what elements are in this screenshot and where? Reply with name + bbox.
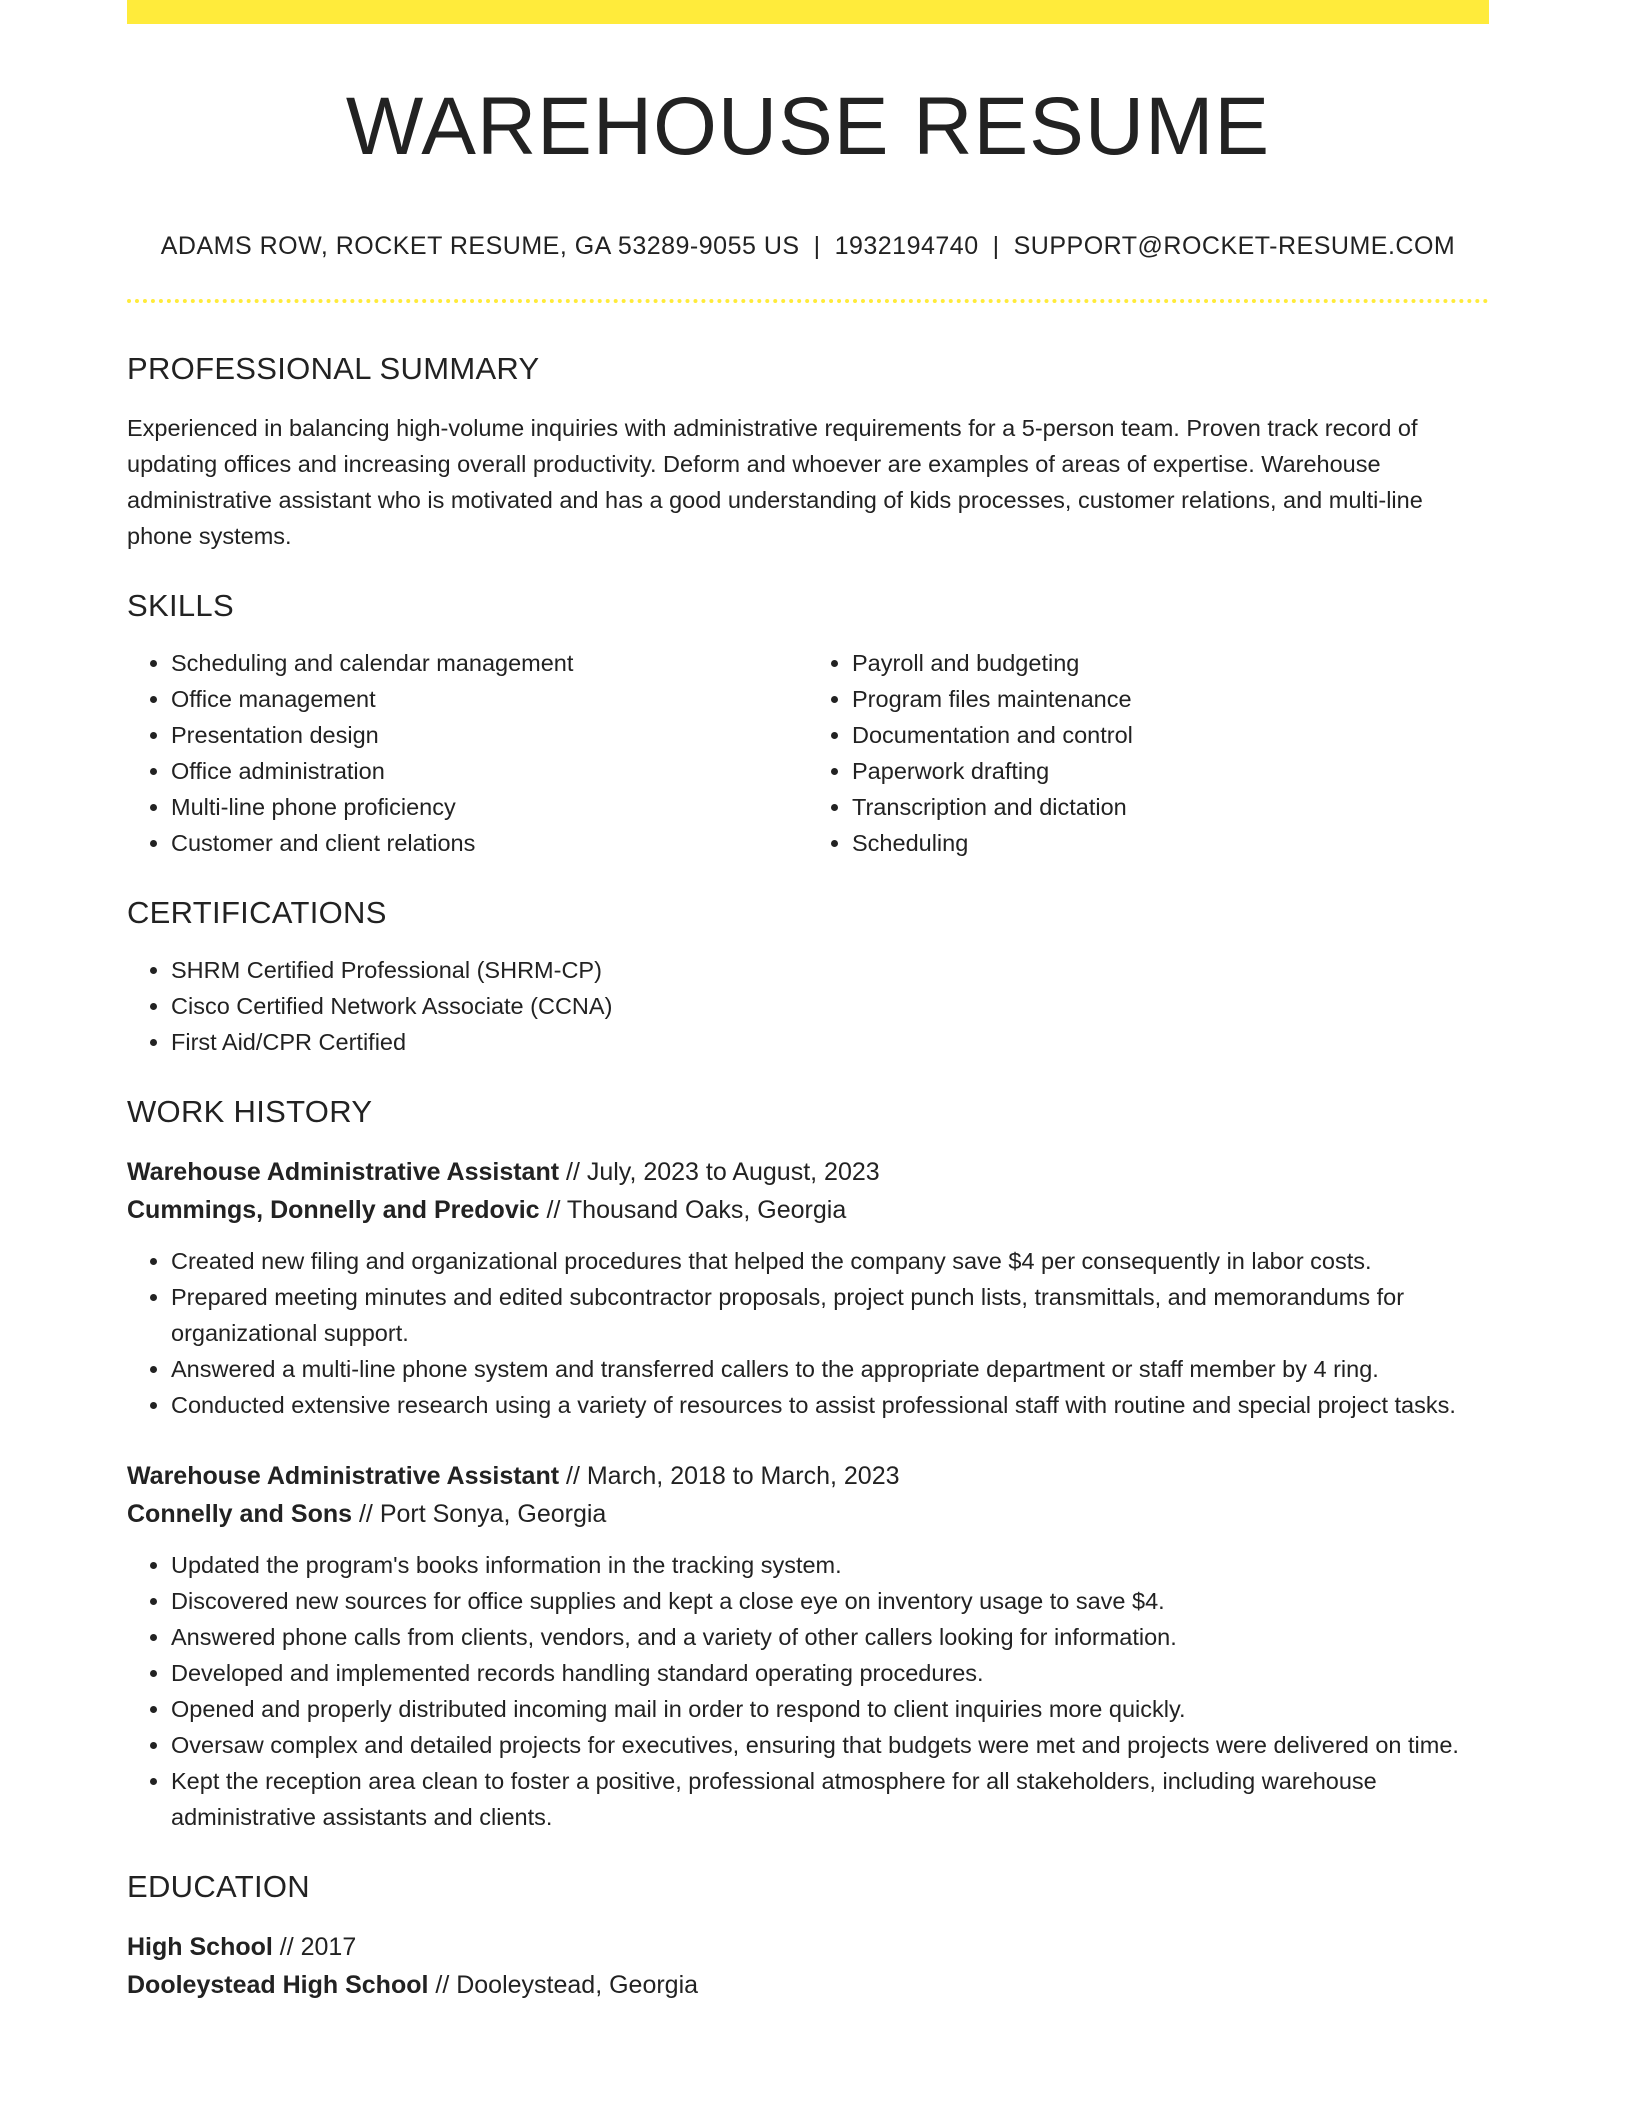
skill-item: • Office management — [171, 681, 808, 717]
job-dates: // March, 2018 to March, 2023 — [559, 1462, 900, 1490]
skill-item: • Program files maintenance — [852, 681, 1489, 717]
skill-item: • Office administration — [171, 753, 808, 789]
skill-item: • Transcription and dictation — [852, 789, 1489, 825]
certification-item: • Cisco Certified Network Associate (CCNA) — [171, 988, 1489, 1024]
contact-line — [127, 234, 1489, 259]
education-entry — [127, 1928, 1489, 2004]
job-role-line — [127, 1457, 1489, 1495]
skill-item: • Presentation design — [171, 717, 808, 753]
skills-columns — [127, 645, 1489, 861]
job-bullet-list — [127, 1243, 1489, 1423]
skills-list-left — [127, 645, 808, 861]
job-bullet: • Kept the reception area clean to foster a positive, professional atmosphere for all stakeholders, including warehouse administrative assistants and clients. — [171, 1763, 1489, 1835]
contact-separator: | — [813, 232, 821, 260]
education-location: // Dooleystead, Georgia — [428, 1971, 699, 1999]
job-bullet: • Opened and properly distributed incoming mail in order to respond to client inquiries more quickly. — [171, 1691, 1489, 1727]
skill-item: • Scheduling and calendar management — [171, 645, 808, 681]
job-location: // Port Sonya, Georgia — [352, 1500, 607, 1528]
education-year: // 2017 — [272, 1933, 357, 1961]
skill-item: • Documentation and control — [852, 717, 1489, 753]
job-bullet: • Oversaw complex and detailed projects for executives, ensuring that budgets were met and projects were delivered on time. — [171, 1727, 1489, 1763]
job-company-line — [127, 1495, 1489, 1533]
dotted-divider — [127, 299, 1489, 303]
contact-phone: 1932194740 — [834, 232, 979, 260]
job-company-line — [127, 1191, 1489, 1229]
resume-title: WAREHOUSE RESUME — [345, 81, 1271, 172]
job-dates: // July, 2023 to August, 2023 — [559, 1158, 880, 1186]
job-bullet: • Conducted extensive research using a variety of resources to assist professional staff with routine and special project tasks. — [171, 1387, 1489, 1423]
job-bullet: • Discovered new sources for office supplies and kept a close eye on inventory usage to save $4. — [171, 1583, 1489, 1619]
job-bullet: • Created new filing and organizational procedures that helped the company save $4 per consequently in labor costs. — [171, 1243, 1489, 1279]
education-degree: High School — [127, 1933, 273, 1961]
certifications-list — [127, 952, 1489, 1060]
education-degree-line — [127, 1928, 1489, 1966]
contact-separator: | — [992, 232, 1000, 260]
certification-item: • First Aid/CPR Certified — [171, 1024, 1489, 1060]
skills-column-right — [808, 645, 1489, 861]
contact-email: SUPPORT@ROCKET-RESUME.COM — [1013, 232, 1456, 260]
skill-item: • Multi-line phone proficiency — [171, 789, 808, 825]
skills-list-right — [808, 645, 1489, 861]
accent-top-bar — [127, 0, 1489, 24]
certification-item: • SHRM Certified Professional (SHRM-CP) — [171, 952, 1489, 988]
resume-page — [127, 0, 1489, 2004]
job-company: Cummings, Donnelly and Predovic — [127, 1196, 540, 1224]
education-school-line — [127, 1966, 1489, 2004]
job-bullet: • Updated the program's books information in the tracking system. — [171, 1547, 1489, 1583]
job-company: Connelly and Sons — [127, 1500, 353, 1528]
education-school: Dooleystead High School — [127, 1971, 429, 1999]
job-header — [127, 1457, 1489, 1533]
job-bullet-list — [127, 1547, 1489, 1835]
education-heading: EDUCATION — [127, 1869, 310, 1904]
certifications-heading: CERTIFICATIONS — [127, 895, 387, 930]
job-header — [127, 1153, 1489, 1229]
job-role-line — [127, 1153, 1489, 1191]
contact-address: ADAMS ROW, ROCKET RESUME, GA 53289-9055 US — [160, 232, 800, 260]
summary-heading: PROFESSIONAL SUMMARY — [127, 351, 540, 386]
skill-item: • Customer and client relations — [171, 825, 808, 861]
skill-item: • Paperwork drafting — [852, 753, 1489, 789]
job-role: Warehouse Administrative Assistant — [127, 1462, 560, 1490]
skills-heading: SKILLS — [127, 588, 234, 623]
job-bullet: • Prepared meeting minutes and edited subcontractor proposals, project punch lists, transmittals, and memorandums for organizational support. — [171, 1279, 1489, 1351]
skill-item: • Payroll and budgeting — [852, 645, 1489, 681]
summary-text: Experienced in balancing high-volume inquiries with administrative requirements for a 5-person team. Proven track record of updating offices and increasing overall productivity. Deform and whoever are examples of areas of expertise. Warehouse administrative assistant who is motivated and has a good understanding of kids processes, customer relations, and multi-line phone systems. — [127, 415, 1423, 549]
job-bullet: • Developed and implemented records handling standard operating procedures. — [171, 1655, 1489, 1691]
job-bullet: • Answered phone calls from clients, vendors, and a variety of other callers looking for information. — [171, 1619, 1489, 1655]
job-role: Warehouse Administrative Assistant — [127, 1158, 560, 1186]
job-location: // Thousand Oaks, Georgia — [539, 1196, 847, 1224]
skills-column-left — [127, 645, 808, 861]
work-history-heading: WORK HISTORY — [127, 1094, 373, 1129]
skill-item: • Scheduling — [852, 825, 1489, 861]
job-bullet: • Answered a multi-line phone system and transferred callers to the appropriate department or staff member by 4 ring. — [171, 1351, 1489, 1387]
